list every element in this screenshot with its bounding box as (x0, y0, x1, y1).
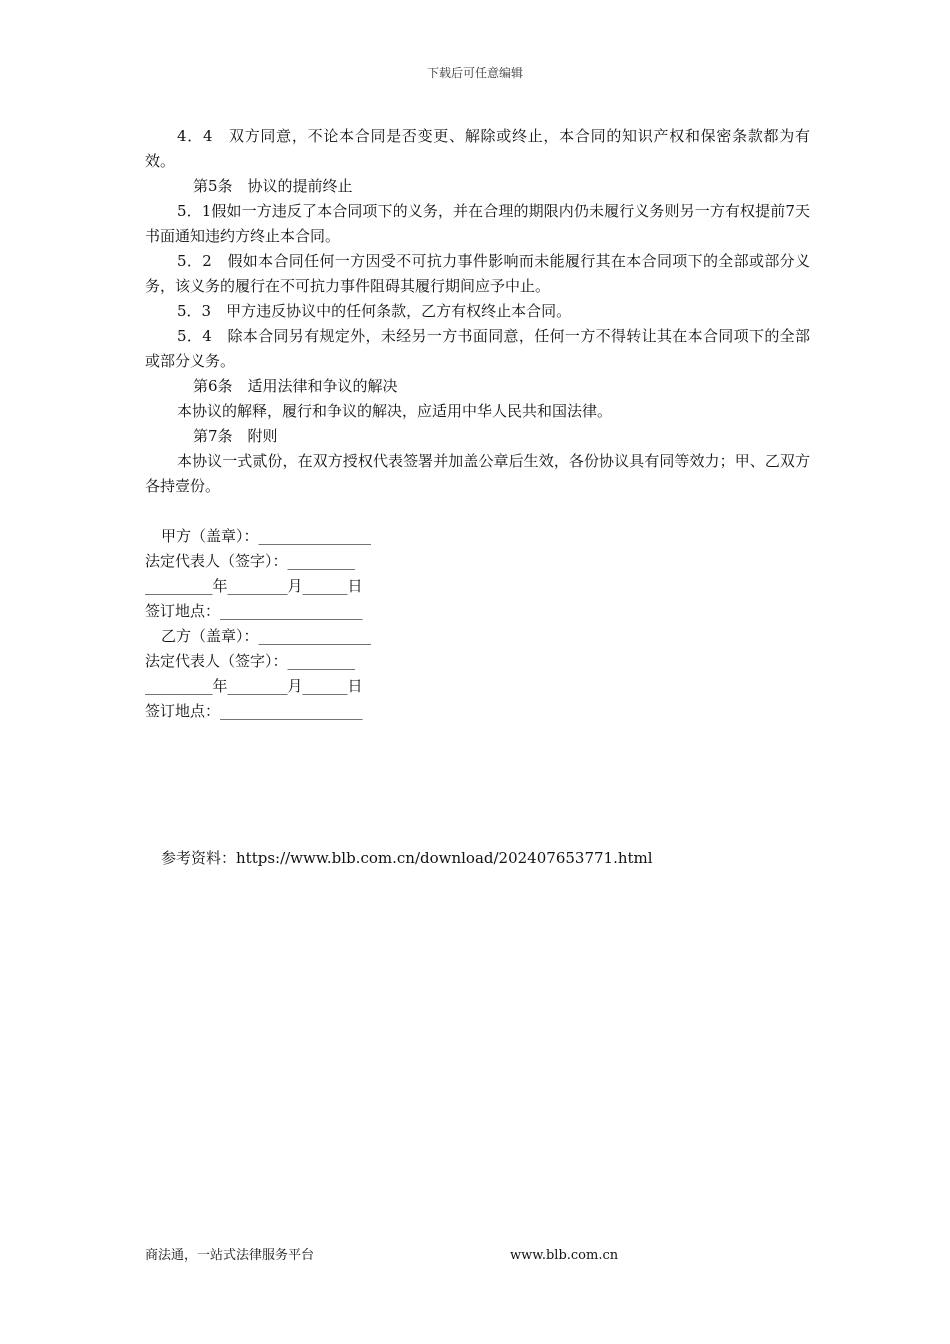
party-b-representative: 法定代表人（签字）：_________ (145, 652, 356, 670)
document-body (145, 124, 810, 724)
clause-5-2: 5．2 假如本合同任何一方因受不可抗力事件影响而未能履行其在本合同项下的全部或部分义务，该义务的履行在不可抗力事件阻碍其履行期间应予中止。 (145, 252, 810, 295)
clause-7: 本协议一式贰份，在双方授权代表签署并加盖公章后生效，各份协议具有同等效力；甲、乙双方各持壹份。 (145, 452, 810, 495)
party-b-place: 签订地点：___________________ (145, 702, 363, 720)
clause-5-1: 5．1假如一方违反了本合同项下的义务，并在合理的期限内仍未履行义务则另一方有权提前7天书面通知违约方终止本合同。 (145, 202, 810, 245)
article-6-title: 第6条 适用法律和争议的解决 (193, 377, 398, 395)
party-a-place: 签订地点：___________________ (145, 602, 363, 620)
reference-link[interactable]: 参考资料：https://www.blb.com.cn/download/202407653771.html (161, 849, 653, 867)
party-a-representative: 法定代表人（签字）：_________ (145, 552, 356, 570)
party-a-date: _________年________月______日 (145, 577, 363, 595)
party-a-seal: 甲方（盖章）：_______________ (161, 527, 372, 545)
clause-4-4: 4．4 双方同意，不论本合同是否变更、解除或终止，本合同的知识产权和保密条款都为有效。 (145, 127, 810, 170)
clause-5-4: 5．4 除本合同另有规定外，未经另一方书面同意，任何一方不得转让其在本合同项下的全部或部分义务。 (145, 327, 810, 370)
party-b-date: _________年________月______日 (145, 677, 363, 695)
party-b-seal: 乙方（盖章）：_______________ (161, 627, 372, 645)
clause-5-3: 5．3 甲方违反协议中的任何条款，乙方有权终止本合同。 (177, 302, 572, 320)
footer-brand: 商法通，一站式法律服务平台 (145, 1248, 315, 1263)
header-note: 下载后可任意编辑 (426, 66, 523, 80)
clause-6: 本协议的解释，履行和争议的解决，应适用中华人民共和国法律。 (177, 402, 613, 420)
article-7-title: 第7条 附则 (193, 427, 278, 445)
footer-website[interactable]: www.blb.com.cn (510, 1248, 619, 1263)
article-5-title: 第5条 协议的提前终止 (193, 177, 353, 195)
spacer (145, 499, 810, 524)
